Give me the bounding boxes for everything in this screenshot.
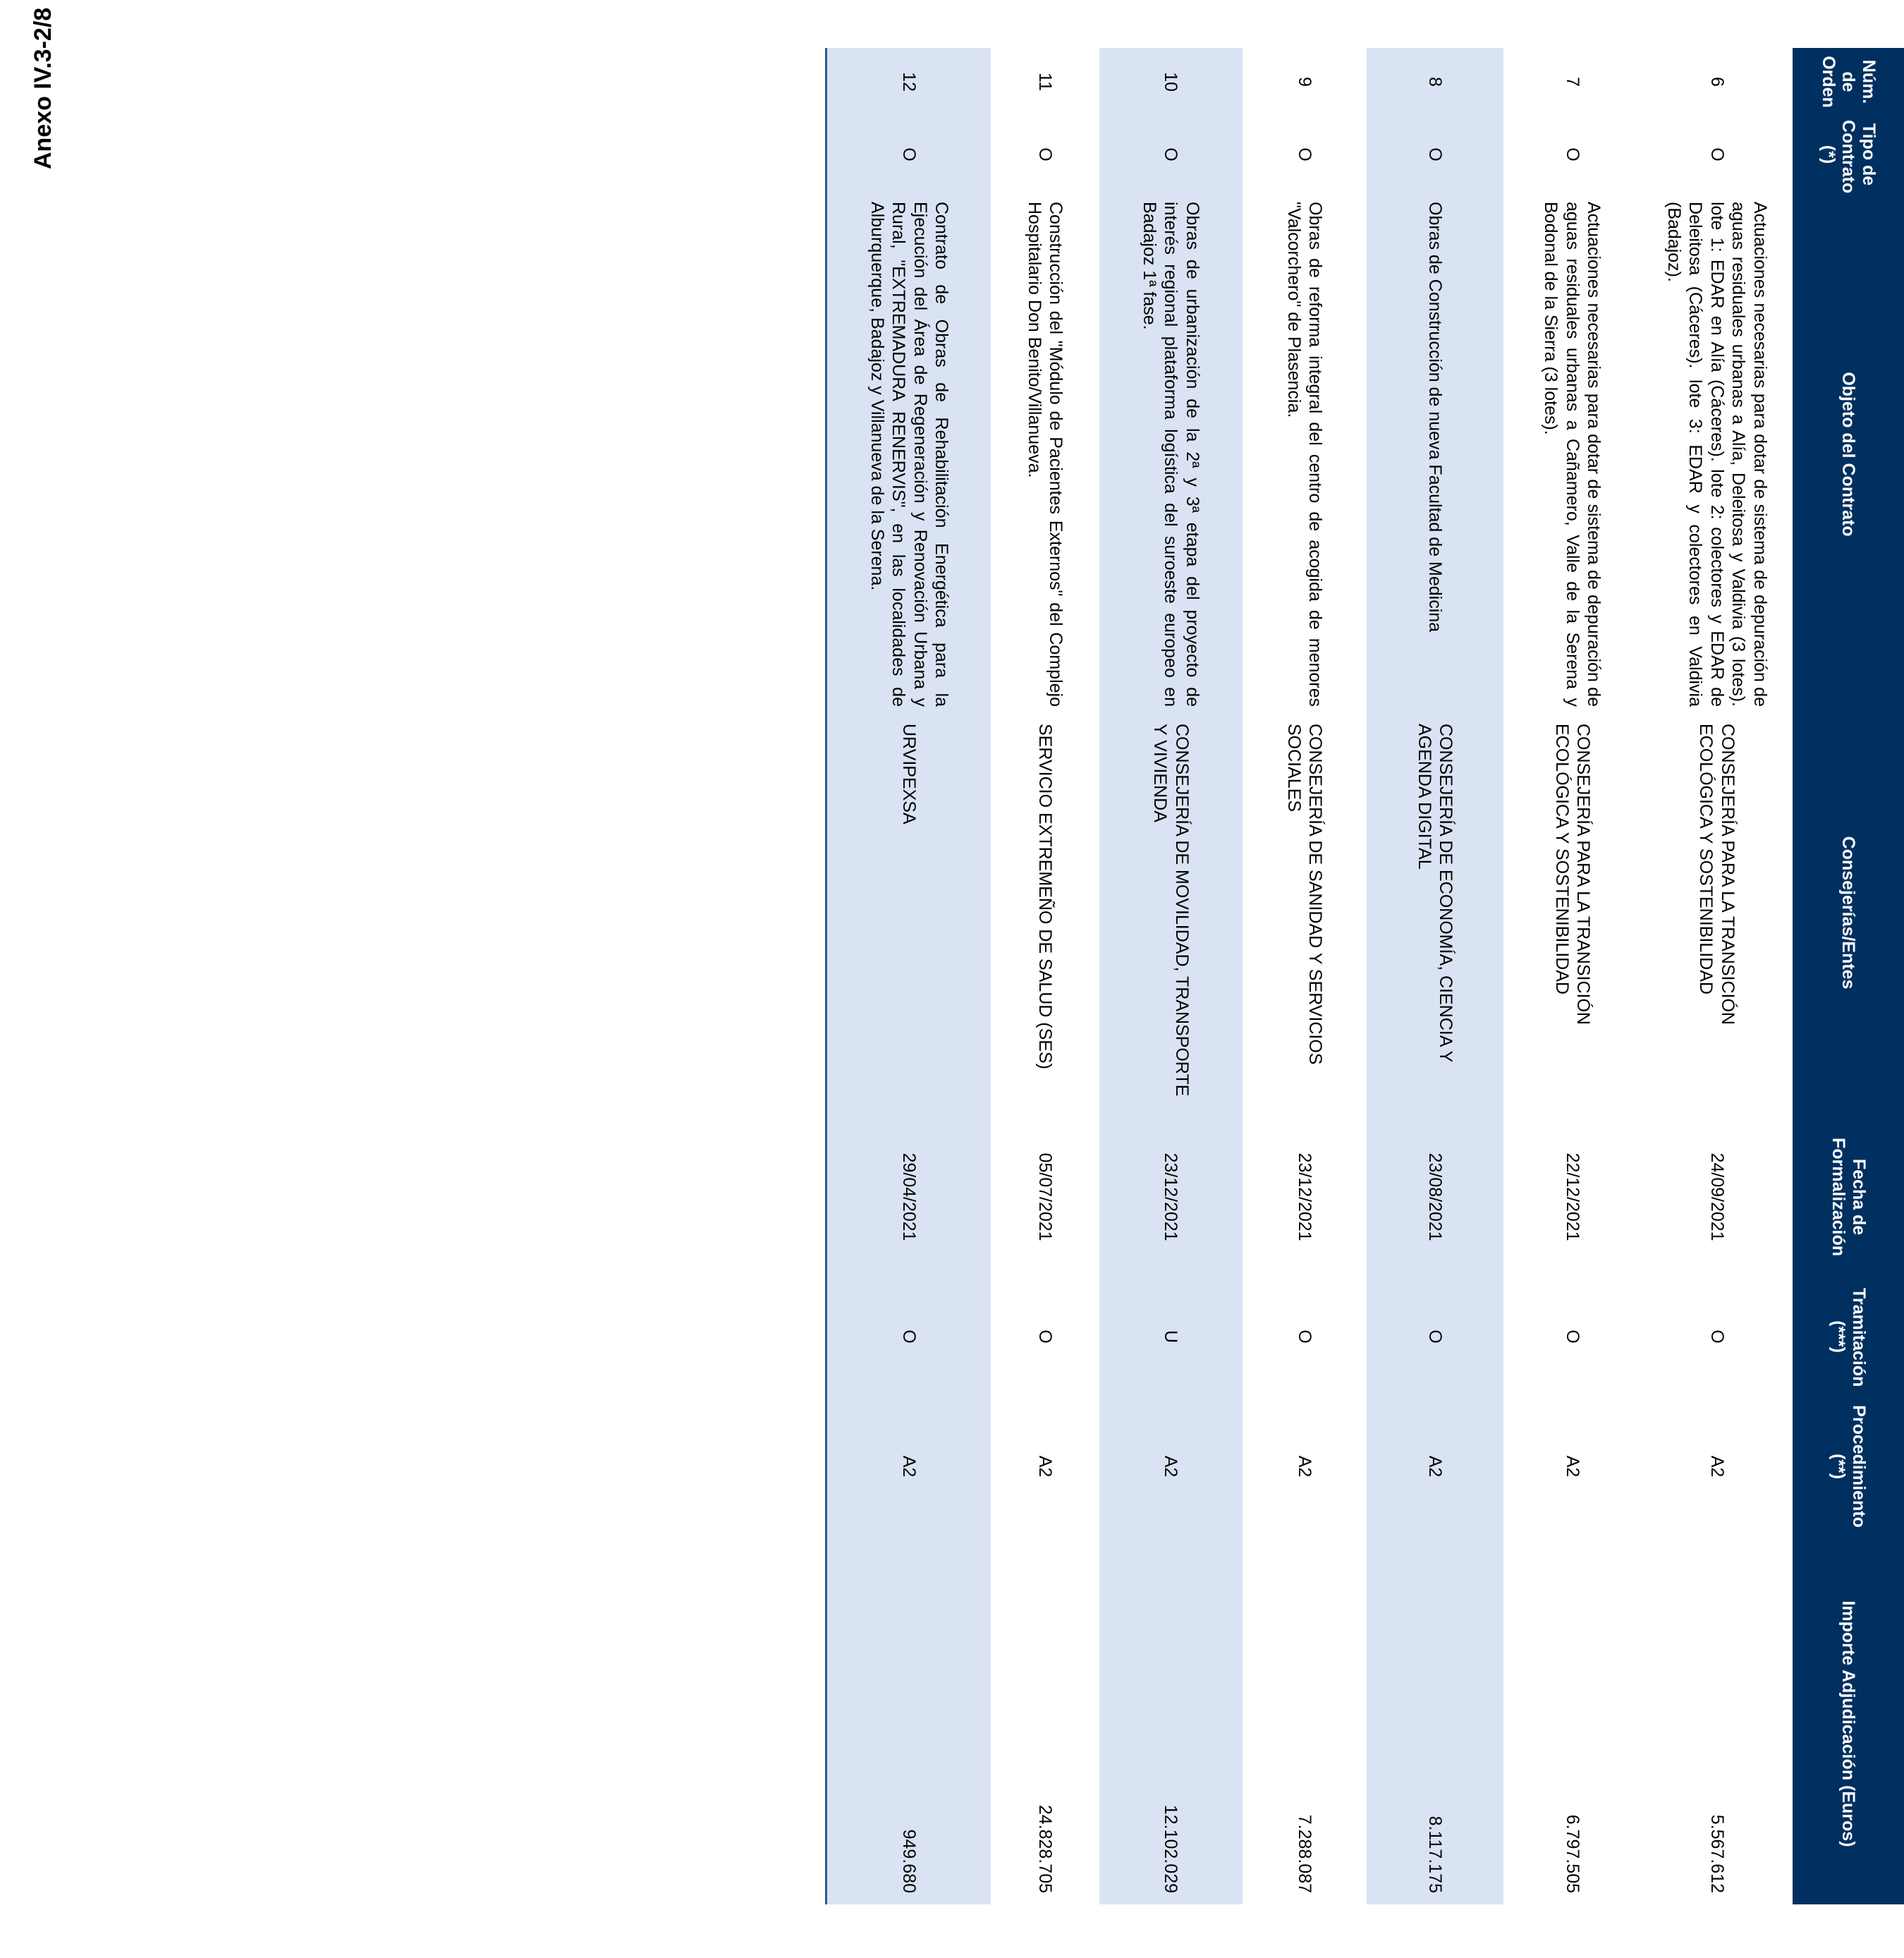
cell-fecha-formalizacion: 23/08/2021 <box>1367 1110 1504 1284</box>
table-row <box>1367 48 1504 1904</box>
cell-consejeria-ente: SERVICIO EXTREMEÑO DE SALUD (SES) <box>991 715 1099 1110</box>
cell-num-orden: 11 <box>991 48 1099 116</box>
annex-page-id: Anexo IV.3-2/8 <box>30 7 56 169</box>
cell-fecha-formalizacion: 23/12/2021 <box>1099 1110 1243 1284</box>
header-objeto-contrato: Objeto del Contrato <box>1793 193 1904 715</box>
cell-importe-adjudicacion: 7.288.087 <box>1243 1543 1367 1904</box>
header-consejerias-entes: Consejerías/Entes <box>1793 715 1904 1110</box>
cell-consejeria-ente: CONSEJERÍA DE SANIDAD Y SERVICIOS SOCIALES <box>1243 715 1367 1110</box>
cell-procedimiento: A2 <box>1099 1390 1243 1543</box>
cell-tramitacion: O <box>1503 1284 1641 1390</box>
cell-importe-adjudicacion: 949.680 <box>826 1543 991 1904</box>
cell-objeto-contrato: Obras de urbanización de la 2ª y 3ª etapa del proyecto de interés regional plataforma logística del suroeste europeo en Badajoz 1ª fase. <box>1099 193 1243 715</box>
cell-num-orden: 6 <box>1641 48 1793 116</box>
cell-objeto-contrato: Construcción del "Módulo de Pacientes Externos" del Complejo Hospitalario Don Benito/Villanueva. <box>991 193 1099 715</box>
cell-consejeria-ente: CONSEJERÍA PARA LA TRANSICIÓN ECOLÓGICA Y SOSTENIBILIDAD <box>1641 715 1793 1110</box>
table-row <box>1641 48 1793 1904</box>
cell-tramitacion: O <box>1367 1284 1504 1390</box>
table-row <box>1243 48 1367 1904</box>
cell-importe-adjudicacion: 5.567.612 <box>1641 1543 1793 1904</box>
cell-procedimiento: A2 <box>1641 1390 1793 1543</box>
cell-objeto-contrato: Actuaciones necesarias para dotar de sistema de depuración de aguas residuales urbanas a Cañamero, Valle de la Serena y Bodonal de la Sierra (3 lotes). <box>1503 193 1641 715</box>
cell-objeto-contrato: Obras de reforma integral del centro de acogida de menores "Valcorchero" de Plasencia. <box>1243 193 1367 715</box>
table-row <box>1099 48 1243 1904</box>
header-tramitacion: Tramitación (***) <box>1793 1284 1904 1390</box>
cell-tipo-contrato: O <box>1367 116 1504 193</box>
cell-objeto-contrato: Actuaciones necesarias para dotar de sistema de depuración de aguas residuales urbanas a Alía, Deleitosa y Valdivia (3 lotes). lote 1: EDAR en Alía (Cáceres). lote 2: colectores y EDAR de Deleitosa (Cáceres). lote 3: EDAR y colectores en Valdivia (Badajoz). <box>1641 193 1793 715</box>
contracts-table <box>825 48 1904 1904</box>
header-importe-adjudicacion: Importe Adjudicación (Euros) <box>1793 1543 1904 1904</box>
cell-tramitacion: O <box>1243 1284 1367 1390</box>
table-header-row <box>1793 48 1904 1904</box>
cell-tramitacion: U <box>1099 1284 1243 1390</box>
cell-tipo-contrato: O <box>1503 116 1641 193</box>
header-tipo-contrato: Tipo de Contrato (*) <box>1793 116 1904 193</box>
cell-procedimiento: A2 <box>991 1390 1099 1543</box>
table-row <box>991 48 1099 1904</box>
cell-fecha-formalizacion: 23/12/2021 <box>1243 1110 1367 1284</box>
cell-objeto-contrato: Obras de Construcción de nueva Facultad de Medicina <box>1367 193 1504 715</box>
cell-fecha-formalizacion: 22/12/2021 <box>1503 1110 1641 1284</box>
cell-procedimiento: A2 <box>1367 1390 1504 1543</box>
cell-importe-adjudicacion: 6.797.505 <box>1503 1543 1641 1904</box>
cell-tipo-contrato: O <box>1243 116 1367 193</box>
cell-procedimiento: A2 <box>1243 1390 1367 1543</box>
cell-objeto-contrato: Contrato de Obras de Rehabilitación Energética para la Ejecución del Área de Regeneración y Renovación Urbana y Rural, "EXTREMADURA RENERVIS", en las localidades de Alburquerque, Badajoz y Villanueva de la Serena. <box>826 193 991 715</box>
cell-consejeria-ente: CONSEJERÍA PARA LA TRANSICIÓN ECOLÓGICA Y SOSTENIBILIDAD <box>1503 715 1641 1110</box>
cell-num-orden: 12 <box>826 48 991 116</box>
header-num-orden: Núm. de Orden <box>1793 48 1904 116</box>
cell-procedimiento: A2 <box>826 1390 991 1543</box>
cell-tramitacion: O <box>1641 1284 1793 1390</box>
header-procedimiento: Procedimiento (**) <box>1793 1390 1904 1543</box>
table-row <box>826 48 991 1904</box>
cell-num-orden: 10 <box>1099 48 1243 116</box>
cell-tipo-contrato: O <box>1099 116 1243 193</box>
cell-procedimiento: A2 <box>1503 1390 1641 1543</box>
header-fecha-formalizacion: Fecha de Formalización <box>1793 1110 1904 1284</box>
cell-num-orden: 7 <box>1503 48 1641 116</box>
cell-consejeria-ente: URVIPEXSA <box>826 715 991 1110</box>
cell-fecha-formalizacion: 24/09/2021 <box>1641 1110 1793 1284</box>
cell-num-orden: 8 <box>1367 48 1504 116</box>
cell-importe-adjudicacion: 8.117.175 <box>1367 1543 1504 1904</box>
cell-fecha-formalizacion: 05/07/2021 <box>991 1110 1099 1284</box>
cell-consejeria-ente: CONSEJERÍA DE MOVILIDAD, TRANSPORTE Y VIVIENDA <box>1099 715 1243 1110</box>
cell-importe-adjudicacion: 12.102.029 <box>1099 1543 1243 1904</box>
cell-tipo-contrato: O <box>1641 116 1793 193</box>
cell-consejeria-ente: CONSEJERÍA DE ECONOMÍA, CIENCIA Y AGENDA DIGITAL <box>1367 715 1504 1110</box>
cell-tipo-contrato: O <box>991 116 1099 193</box>
cell-tramitacion: O <box>991 1284 1099 1390</box>
contracts-table-container <box>825 48 1904 1904</box>
cell-importe-adjudicacion: 24.828.705 <box>991 1543 1099 1904</box>
cell-fecha-formalizacion: 29/04/2021 <box>826 1110 991 1284</box>
cell-tramitacion: O <box>826 1284 991 1390</box>
cell-tipo-contrato: O <box>826 116 991 193</box>
table-row <box>1503 48 1641 1904</box>
cell-num-orden: 9 <box>1243 48 1367 116</box>
